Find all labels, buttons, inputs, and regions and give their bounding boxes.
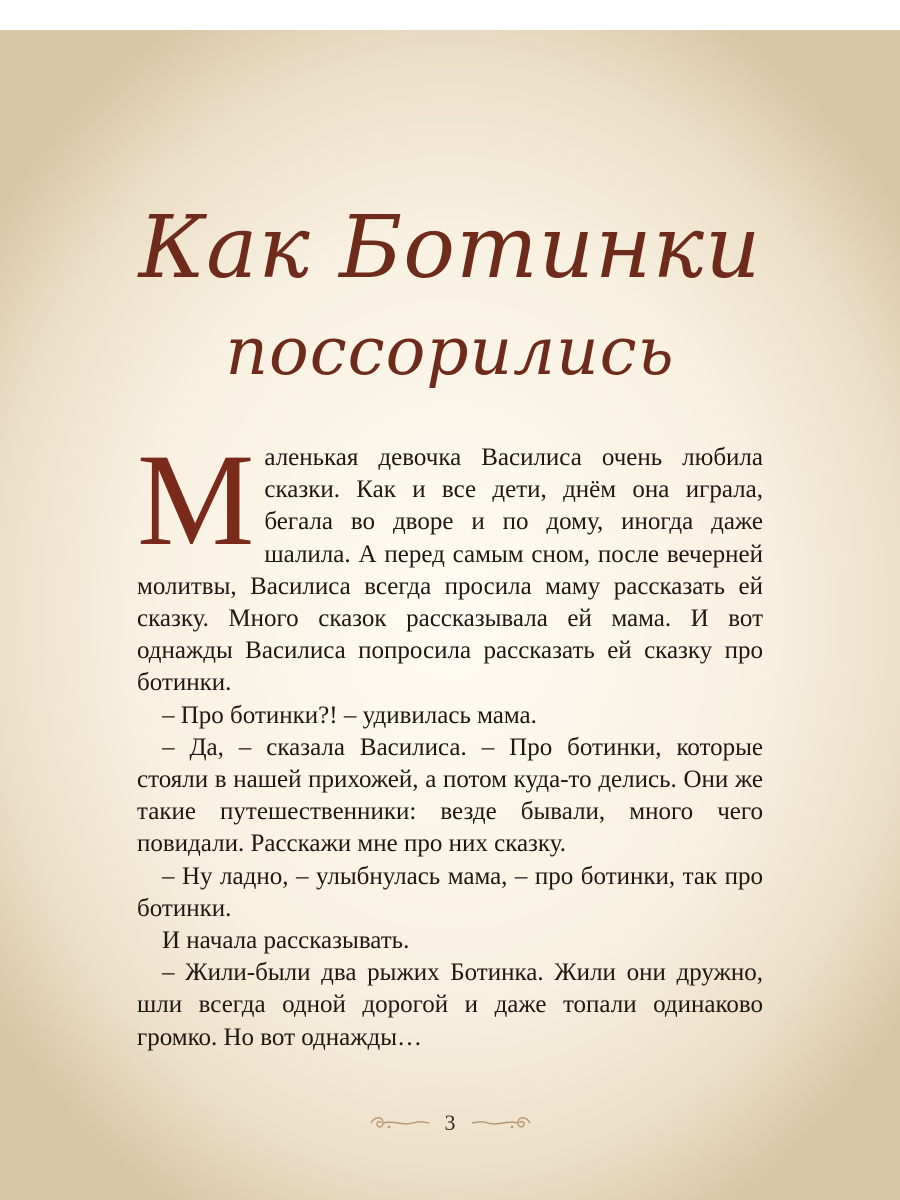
page-footer (0, 1110, 900, 1136)
paragraph-1-text: аленькая девочка Василиса очень любила сказки. Как и все дети, днём она играла, бегала во дворе и по дому, иногда даже шалила. А перед самым сном, после вечерней молитвы, Василиса всегда просила маму рассказать ей сказку. Много сказок рассказывала ей мама. И вот однажды Василиса попросила рассказать ей сказку про ботинки. (137, 444, 763, 697)
chapter-title-line-2: поссорились (225, 313, 675, 390)
drop-cap: М (137, 426, 255, 573)
story-text (137, 426, 763, 1054)
paragraph-5: И начала рассказывать. (162, 927, 410, 955)
paragraph-3: – Да, – сказала Василиса. – Про ботинки, которые стояли в нашей прихожей, а потом куда-то делись. Они же такие путешественники: везде бывали, много чего повидали. Расскажи мне про них сказку. (137, 733, 763, 858)
flourish-right-icon (470, 1114, 532, 1132)
paragraph-1 (137, 426, 763, 700)
paragraph-4: – Ну ладно, – улыбнулась мама, – про ботинки, так про ботинки. (137, 862, 763, 922)
book-page (0, 30, 900, 1200)
flourish-left-icon (369, 1114, 431, 1132)
paragraph-2: – Про ботинки?! – удивилась мама. (162, 701, 537, 729)
chapter-title-line-1: Как Ботинки (138, 198, 762, 298)
paragraph-6: – Жили-были два рыжих Ботинка. Жили они дружно, шли всегда одной дорогой и даже топали одинаково громко. Но вот однажды… (137, 959, 763, 1051)
page-number: 3 (444, 1110, 456, 1135)
